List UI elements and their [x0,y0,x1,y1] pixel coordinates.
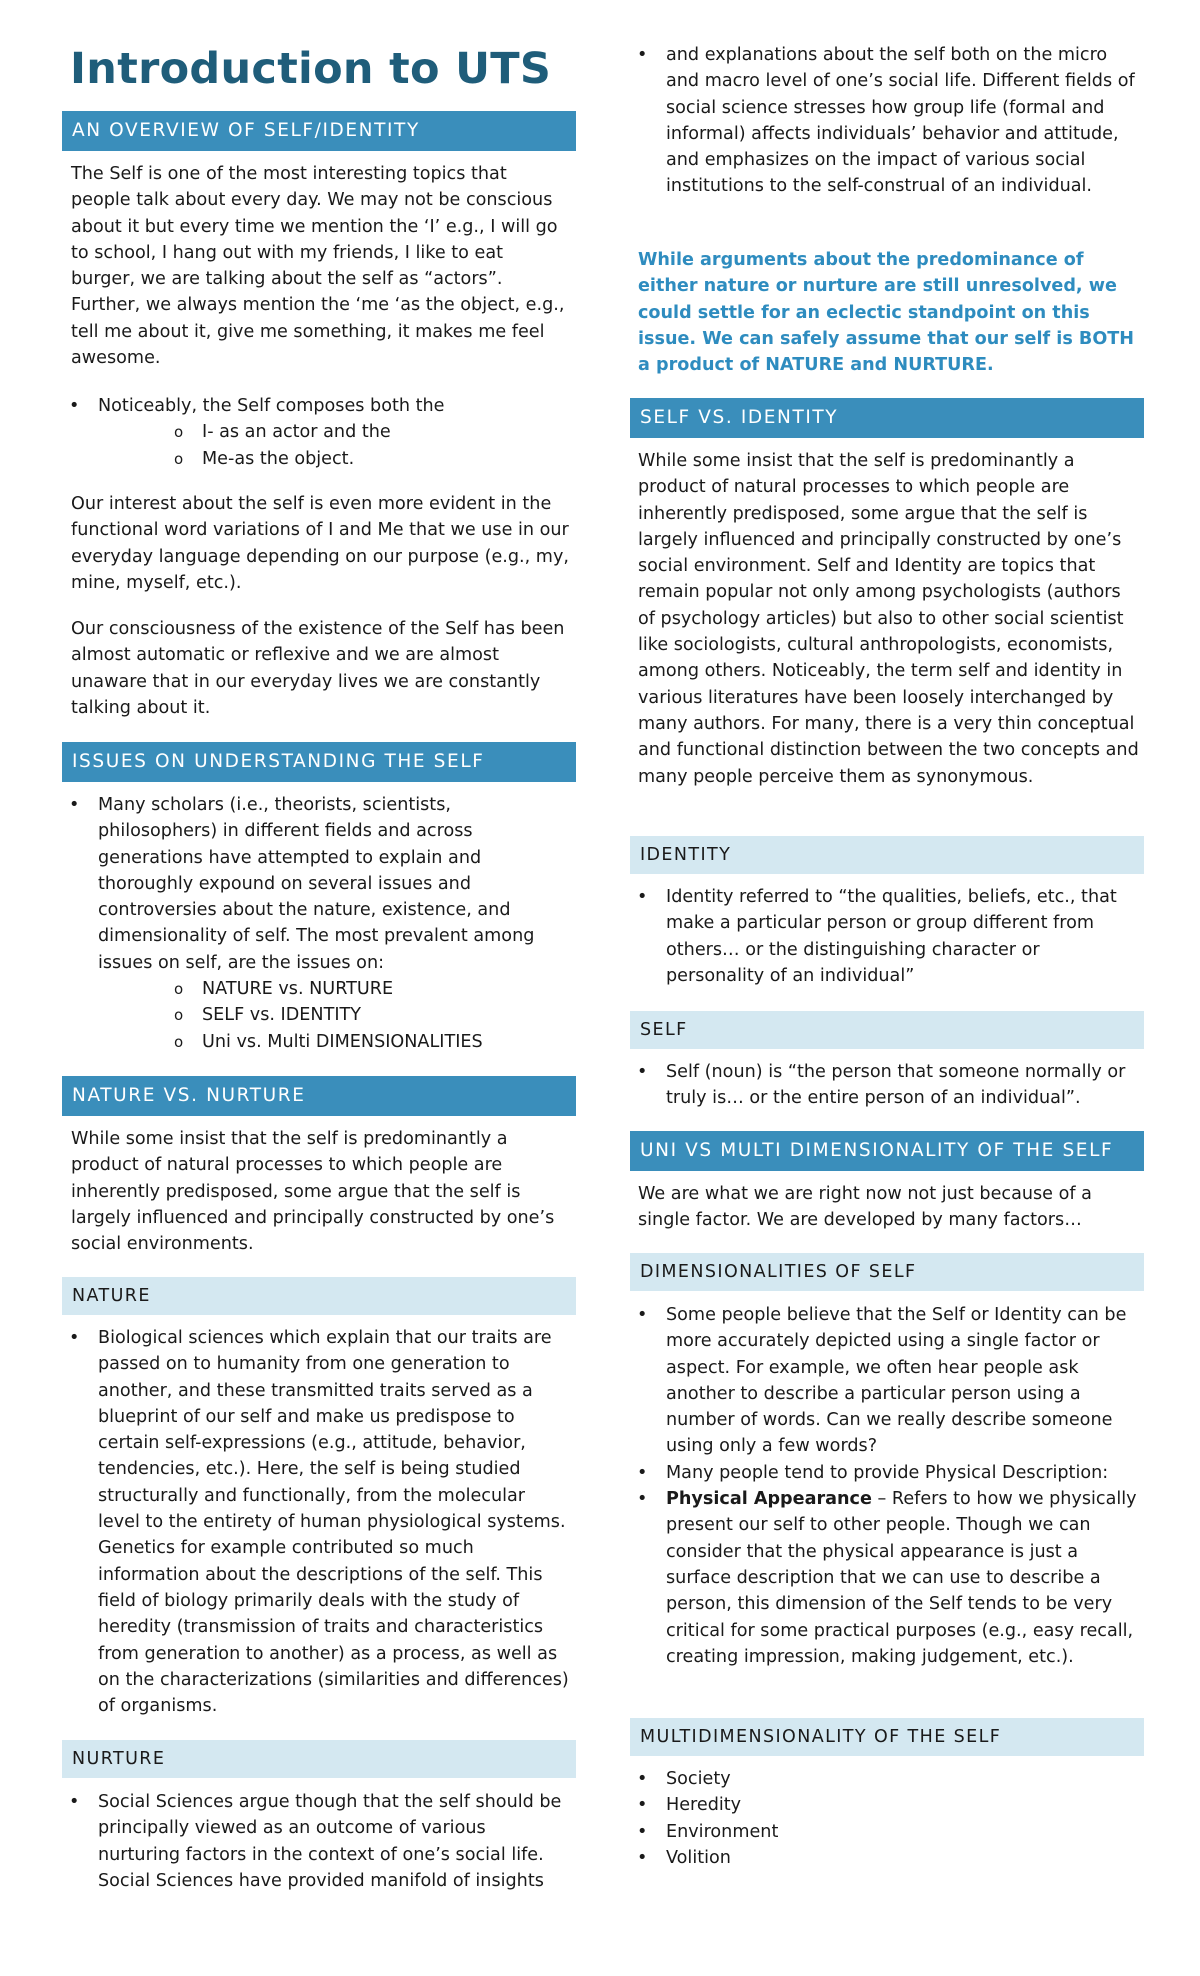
list-item: • Environment [630,1819,1140,1845]
continued-text [630,42,1140,200]
list-item [62,792,572,1055]
subsection-heading-multidimensionality: MULTIDIMENSIONALITY OF THE SELF [630,1718,1144,1756]
self-bullet-list [630,1059,1140,1112]
dimensionalities-bullet-list [630,1302,1140,1670]
uni-multi-paragraph: We are what we are right now not just because of a single factor. We are developed by many factors… [638,1184,1092,1231]
section-heading-uni-multi: UNI VS MULTI DIMENSIONALITY OF THE SELF [630,1131,1144,1171]
overview-paragraph-3: Our consciousness of the existence of the Self has been almost automatic or reflexive and we are almost unaware that in our everyday lives we are constantly talking about it. [71,619,565,718]
subsection-heading-identity: IDENTITY [630,836,1144,874]
multidimensionality-list [630,1766,1140,1871]
eclectic-statement: While arguments about the predominance of either nature or nurture are still unresolved, we could settle for an eclectic standpoint on this issue. We can safely assume that our self is BOTH a product of NATURE and NURTURE. [638,250,1135,376]
identity-bullet-list [630,884,1140,989]
list-item: • Volition [630,1845,1140,1871]
list-item: • Identity referred to “the qualities, beliefs, etc., that make a particular person or group different from others… or the distinguishing character or personality of an individual” [630,884,1140,989]
list-item: • Many people tend to provide Physical Description: [630,1460,1140,1486]
subsection-heading-nature: NATURE [62,1277,576,1315]
bullet-text: Noticeably, the Self composes both the [98,396,445,416]
page-title: Introduction to UTS [70,44,552,94]
sub-list [62,976,572,1055]
list-item: • Some people believe that the Self or Identity can be more accurately depicted using a single factor or aspect. For example, we often hear people ask another to describe a particular person using a number of words. Can we really describe someone using only a few words? [630,1302,1140,1460]
sub-list-item: o NATURE vs. NURTURE [62,976,572,1002]
bullet-text: Many scholars (i.e., theorists, scientists, philosophers) in different fields and across generations have attempted to explain and thoroughly expound on several issues and controversies about the nature, existence, and dimensionality of self. The most prevalent among issues on self, are the issues on: [98,795,535,973]
sub-list-item: o Me-as the object. [62,446,572,472]
sub-list-item: o SELF vs. IDENTITY [62,1002,572,1028]
list-item: • Heredity [630,1792,1140,1818]
list-item: • Self (noun) is “the person that someone normally or truly is… or the entire person of an individual”. [630,1059,1140,1112]
section-heading-overview: AN OVERVIEW OF SELF/IDENTITY [62,111,576,151]
nature-nurture-paragraph: While some insist that the self is predominantly a product of natural processes to which people are inherently predisposed, some argue that the self is largely influenced and principally constructed by one’s social environments. [71,1129,555,1255]
list-item: • Biological sciences which explain that our traits are passed on to humanity from one generation to another, and these transmitted traits served as a blueprint of our self and make us predispose to certain self-expressions (e.g., attitude, behavior, tendencies, etc.). Here, the self is being studied structurally and functionally, from the molecular level to the entirety of human physiological systems. Genetics for example contributed so much information about the descriptions of the self. This field of biology primarily deals with the study of heredity (transmission of traits and characteristics from generation to another) as a process, as well as on the characterizations (similarities and differences) of organisms. [62,1325,572,1719]
subsection-heading-self: SELF [630,1011,1144,1049]
list-item: • Social Sciences argue though that the self should be principally viewed as an outcome of various nurturing factors in the context of one’s social life. Social Sciences have provided manifold of insights [62,1789,572,1894]
list-item: • Society [630,1766,1140,1792]
continued-text-span: and explanations about the self both on the micro and macro level of one’s social life. Different fields of social science stresses how group life (formal and informal) affects individuals’ behavior and attitude, and emphasizes on the impact of various social institutions to the self-construal of an individual. [666,45,1135,197]
overview-paragraph-2: Our interest about the self is even more evident in the functional word variations of I and Me that we use in our everyday language depending on our purpose (e.g., my, mine, myself, etc.). [71,494,569,593]
section-heading-nature-vs-nurture: NATURE VS. NURTURE [62,1076,576,1116]
list-item [630,1486,1140,1670]
nurture-bullet-list [62,1789,572,1894]
issues-bullet-list [62,792,572,1055]
bold-term: Physical Appearance [666,1489,872,1510]
sub-list [62,419,572,472]
nature-bullet-list [62,1325,572,1719]
nurture-continued [630,42,1140,200]
subsection-heading-dimensionalities: DIMENSIONALITIES OF SELF [630,1253,1144,1291]
section-heading-issues: ISSUES ON UNDERSTANDING THE SELF [62,742,576,782]
sub-list-item: o I- as an actor and the [62,419,572,445]
sub-list-item: o Uni vs. Multi DIMENSIONALITIES [62,1029,572,1055]
list-item [62,393,572,472]
bullet-text: – Refers to how we physically present our self to other people. Though we can consider that the physical appearance is just a surface description that we can use to describe a person, this dimension of the Self tends to be very critical for some practical purposes (e.g., easy recall, creating impression, making judgement, etc.). [666,1489,1137,1667]
overview-paragraph-1: The Self is one of the most interesting topics that people talk about every day. We may not be conscious about it but every time we mention the ‘I’ e.g., I will go to school, I hang out with my friends, I like to eat burger, we are talking about the self as “actors”. Further, we always mention the ‘me ‘as the object, e.g., tell me about it, give me something, it makes me feel awesome. [71,164,565,369]
subsection-heading-nurture: NURTURE [62,1740,576,1778]
section-heading-self-vs-identity: SELF VS. IDENTITY [630,398,1144,438]
overview-bullet-list [62,393,572,472]
self-identity-paragraph: While some insist that the self is predominantly a product of natural processes to which people are inherently predisposed, some argue that the self is largely influenced and principally constructed by one’s social environment. Self and Identity are topics that remain popular not only among psychologists (authors of psychology articles) but also to other social scientist like sociologists, cultural anthropologists, economists, among others. Noticeably, the term self and identity in various literatures have been loosely interchanged by many authors. For many, there is a very thin conceptual and functional distinction between the two concepts and many people perceive them as synonymous. [638,451,1139,787]
